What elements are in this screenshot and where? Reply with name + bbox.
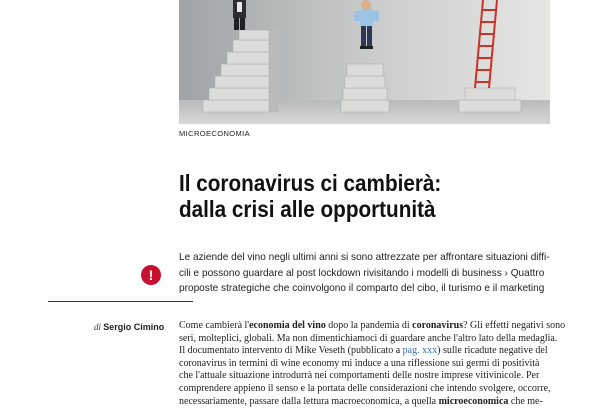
body-text-span: necessariamente, passare dalla lettura macroeconomica, a quella (179, 395, 439, 407)
divider-rule (48, 301, 193, 302)
lead-line-2: cili e possono guardare al post lockdown rivisitando i modelli di business › Quattro (179, 266, 545, 279)
body-text-span: Il documentato intervento di Mike Veseth (pubblicato a (179, 345, 403, 357)
body-keyword: economia del vino (249, 320, 326, 331)
body-line-6: comprendere appieno il senso e la portata delle considerazioni che intendo svolgere, occorre, (179, 382, 551, 394)
body-line-7 (179, 396, 551, 408)
body-line-5: che l'attuale situazione introdurrà nei comportamenti delle nostre imprese vitivinicole. Per (179, 370, 540, 382)
article-body (179, 320, 566, 408)
body-line-1 (179, 320, 566, 333)
stairs-illustration (179, 0, 550, 124)
lead-line-1: Le aziende del vino negli ultimi anni si sono attrezzate per affrontare situazioni diffi- (179, 251, 550, 263)
article-lead (179, 250, 551, 297)
body-line-4: coronavirus in termini di wine economy mi induce a una riflessione sui germi di positività (179, 357, 540, 369)
author-name: Sergio Cimino (103, 322, 165, 332)
body-text-span: che me- (508, 395, 543, 407)
lead-line-3: proposte strategiche che coinvolgono il comparto del cibo, il turismo e il marketing (179, 282, 545, 294)
section-tag: MICROECONOMIA (179, 129, 251, 138)
byline (94, 322, 164, 332)
body-text-span: ) sulle ricadute negative del (437, 345, 548, 357)
byline-prefix: di (94, 322, 102, 332)
exclamation-icon: ! (141, 265, 161, 285)
body-keyword: microeconomica (438, 395, 509, 407)
article-headline (179, 170, 521, 222)
body-line-3 (179, 345, 551, 358)
body-text-span: ? Gli effetti negativi sono (463, 320, 566, 331)
headline-line-1: Il coronavirus ci cambierà: (179, 170, 442, 196)
body-keyword: coronavirus (412, 320, 464, 331)
body-text-span: Come cambierà l' (179, 320, 250, 331)
hero-image (179, 0, 550, 124)
body-text-span: dopo la pandemia di (325, 320, 413, 331)
headline-line-2: dalla crisi alle opportunità (179, 196, 436, 222)
body-line-2: seri, molteplici, globali. Ma non dimentichiamoci di guardare anche l'altro lato della medaglia. (179, 332, 558, 344)
page-reference-link[interactable]: pag. xxx (402, 345, 438, 357)
